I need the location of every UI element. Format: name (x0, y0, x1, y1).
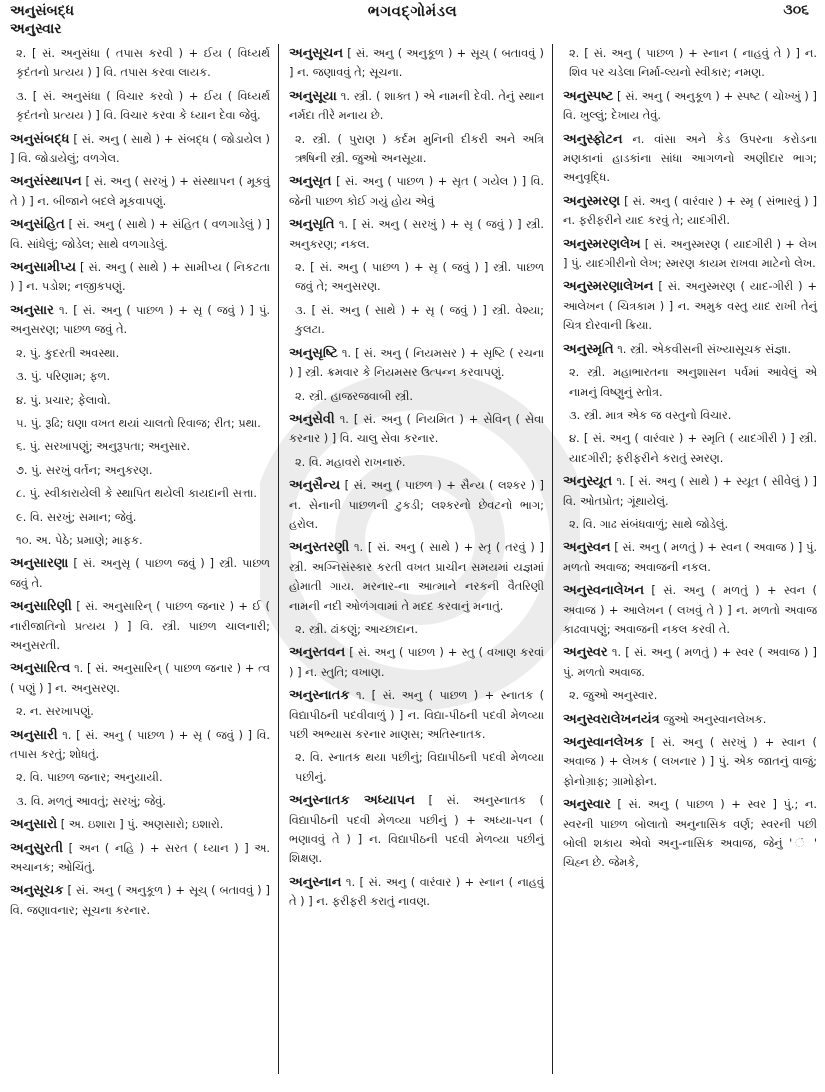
entry-headword: અનુસ્પષ્ટ (563, 88, 614, 104)
dictionary-entry (563, 192, 817, 231)
entry-headword: અનુસૈન્ય (289, 478, 341, 494)
entry-definition: ૧. [ સં. અનુ ( પાછળ ) + સ્નાતક ( વિદ્યાપીઠની પદવીવાળું ) ] ન. વિદ્યા-પીઠની પદવી મેળવ્યા પછી અભ્યાસ કરનાર માણસ; અતિસ્નાતક. (289, 688, 545, 741)
entry-definition: ૨. સ્ત્રી. મહાભારતના અનુશાસન પર્વમાં આવેલું એ નામનું વિષ્ણુનું સ્તોત્ર. (569, 365, 817, 399)
entry-sense (10, 461, 270, 480)
dictionary-columns (6, 44, 821, 1084)
entry-headword: અનુસંસ્થાપન (10, 174, 82, 190)
dictionary-entry (289, 172, 544, 211)
entry-definition: ન. વાંસા અને કેડ ઉપરના કરોડના મણકાનાં હાડકાંના સાંધા આગળનો અણીદાર ભાગ; અનુવૃદ્ધિ. (563, 131, 817, 185)
entry-definition: ૧. [ સં. અનુ ( મળતું ) + સ્વર ( અવાજ ) ] પું. મળતો અવાજ. (563, 645, 817, 679)
entry-headword: અનુસ્મરણાલેખન (563, 279, 654, 295)
entry-definition: [ અન ( નહિ ) + સરત ( ધ્યાન ) ] અ. અચાનક; ઓચિંતું. (10, 840, 271, 875)
entry-definition: ૩. સ્ત્રી. માત્ર એક જ વસ્તુનો વિચાર. (569, 407, 732, 422)
dictionary-entry (563, 472, 817, 511)
entry-definition: [ સં. અનુ ( અનુકૂળ ) + સ્પષ્ટ ( ચોખ્ખું ) ] વિ. ખુલ્લું; દેખાય તેવું. (563, 88, 817, 123)
entry-definition: [ સં. અનુ ( સાથે ) + સંબદ્ધ ( જોડાયેલ ) ] વિ. જોડાયેલું; વળગેલ. (10, 131, 270, 166)
guide-word-last: અનુસ્વાર (10, 21, 62, 37)
entry-definition: ૧. [ સં. અનુ ( નિયમિત ) + સેવિન્ ( સેવા કરનાર ) ] વિ. ચાલુ સેવા કરનાર. (289, 411, 545, 446)
entry-definition: ૪. [ સં. અનુ ( વારંવાર ) + સ્મૃતિ ( યાદગીરી ) ] સ્ત્રી. યાદગીરી; ફરીફરીને કરાતું સ્મરણ. (569, 431, 817, 465)
entry-headword: અનુસ્નાતક (289, 688, 350, 704)
entry-definition: ૧. [ સં. અનુ ( નિયમસર ) + સૃષ્ટિ ( રચના ) ] સ્ત્રી. ક્રમવાર કે નિયમસર ઉત્પન્ન કરવાપણું. (289, 345, 544, 380)
entry-headword: અનુસંબદ્ધ (10, 131, 70, 147)
entry-definition: [ સં. અનુ ( મળતું ) + સ્વન ( અવાજ ) ] પું. મળતો અવાજ; અવાજની નકલ. (563, 540, 817, 574)
entry-headword: અનુસારી (10, 727, 58, 743)
entry-sense (10, 414, 270, 433)
entry-sense (289, 130, 544, 169)
dictionary-entry (289, 476, 544, 534)
entry-headword: અનુસુરતી (10, 840, 63, 856)
dictionary-entry (563, 795, 817, 873)
entry-definition: ૪. પું. પ્રચાર; ફેલાવો. (16, 392, 111, 407)
dictionary-entry (10, 172, 270, 211)
entry-definition: [ સં. અનુ ( મળતું ) + સ્વન ( અવાજ ) + આલેખન ( લખવું તે ) ] ન. મળતો અવાજ કાઢવાપણું; અવાજની નકલ કરવી તે. (563, 583, 817, 636)
entry-definition: [ સં. અનુસૃ ( પાછળ જવું ) ] સ્ત્રી. પાછળ જવું તે. (10, 556, 271, 590)
entry-definition: [ સં. અનુ ( અનુકૂળ ) + સૂચ્ ( બતાવવું ) ] ન. જણાવવું તે; સૂચના. (289, 46, 545, 80)
entry-headword: અનુસારિણી (10, 599, 72, 615)
entry-sense (289, 301, 544, 340)
entry-definition: ૨. ન. સરખાપણું. (16, 704, 94, 719)
entry-definition: ૧. [ સં. અનુસારિન્ ( પાછળ જનાર ) + ત્વ ( પણું ) ] ન. અનુસરણ. (10, 661, 270, 695)
page-number: ૩૦૬ (783, 2, 809, 18)
entry-sense (563, 515, 817, 534)
entry-definition: ૩. [ સં. અનુસંધા ( વિચાર કરવો ) + ઈય ( વિધ્યર્થ કૃદંતનો પ્રત્યય ) ] વિ. વિચાર કરવા કે ધ્યાન દેવા જેવું. (16, 88, 270, 123)
entry-sense (10, 702, 270, 721)
dictionary-entry (10, 554, 270, 593)
entry-headword: અનુસારો (10, 817, 58, 833)
entry-definition: ૧. [ સં. અનુ ( પાછળ ) + સૃ ( જવું ) ] વિ. તપાસ કરતું; શોધતું. (10, 727, 271, 761)
entry-sense (289, 258, 544, 297)
dictionary-entry (10, 215, 270, 254)
dictionary-entry (289, 44, 544, 83)
guide-word-first: અનુસંબદ્ધ (10, 3, 75, 19)
entry-definition: ૫. પું. રૂઢિ; ઘણા વખત થયાં ચાલતો રિવાજ; રીત; પ્રથા. (16, 415, 261, 430)
entry-headword: અનુસ્નાતક અધ્યાપન (289, 793, 415, 809)
entry-headword: અનુસંહિત (10, 217, 65, 233)
entry-sense (563, 363, 817, 402)
entry-definition: ૨. જુઓ અનુસ્વાર. (569, 688, 658, 703)
dictionary-entry (563, 277, 817, 335)
entry-sense (10, 768, 270, 787)
page-header (0, 0, 825, 48)
entry-headword: અનુસ્વાર (563, 797, 611, 813)
dictionary-entry (10, 881, 270, 920)
entry-definition: જુઓ અનુસ્વાનલેખક. (663, 711, 767, 726)
entry-headword: અનુસ્મરણલેખ (563, 236, 641, 252)
entry-sense (289, 453, 544, 472)
entry-definition: [ સં. અનુ ( વારંવાર ) + સ્મૃ ( સંભારવું ) ] ન. ફરીફરીને યાદ કરવું તે; યાદગીરી. (563, 193, 818, 228)
dictionary-entry (10, 839, 270, 878)
entry-definition: ૩. [ સં. અનુ ( સાથે ) + સૃ ( જવું ) ] સ્ત્રી. વેશ્યા; કુલટા. (295, 302, 544, 337)
dictionary-entry (289, 791, 544, 869)
entry-definition: ૨. વિ. સ્નાતક થયા પછીનું; વિદ્યાપીઠની પદવી મેળવ્યા પછીનું. (295, 750, 544, 784)
entry-definition: ૩. વિ. મળતું આવતું; સરખું; જેવું. (16, 793, 166, 808)
entry-definition: [ સં. અનુ ( પાછળ ) + સૃત ( ગયેલ ) ] વિ. જેની પાછળ કોઈ ગયું હોય એવું (289, 174, 544, 208)
entry-definition: ૨. સ્ત્રી. ( પુરાણ ) કર્દમ મુનિની દીકરી અને અત્રિ ઋષિની સ્ત્રી. જુઓ અનસૂયા. (295, 131, 544, 166)
entry-definition: [ સં. અનુસારિન્ ( પાછળ જનાર ) + ઈ ( નારીજાતિનો પ્રત્યય ) ] વિ. સ્ત્રી. પાછળ ચાલનારી; અનુસરતી. (10, 599, 270, 652)
entry-definition: [ સં. અનુસ્નાતક ( વિદ્યાપીઠની પદવી મેળવ્યા પછીનું ) + અધ્યા-પન ( ભણાવવું તે ) ] ન. વિદ્યાપીઠની પદવી મેળવ્યા પછીનું શિક્ષણ. (289, 793, 544, 866)
entry-sense (563, 44, 817, 83)
dictionary-entry (563, 581, 817, 639)
entry-sense (10, 792, 270, 811)
entry-definition: ૨. સ્ત્રી. ઢાંકણું; આચ્છાદાન. (295, 621, 418, 636)
dictionary-entry (10, 130, 270, 169)
dictionary-entry (563, 710, 817, 729)
dictionary-entry (289, 643, 544, 682)
entry-sense (10, 87, 270, 126)
entry-definition: [ સં. અનુ ( સાથે ) + સંહિત ( વળગાડેલું ) ] વિ. સાંધેલું; જોડેલ; સાથે વળગાડેલું. (10, 217, 270, 251)
dictionary-entry (289, 215, 544, 254)
entry-headword: અનુસ્યૂત (563, 474, 613, 490)
dictionary-entry (10, 659, 270, 698)
entry-headword: અનુસાર (10, 302, 54, 318)
entry-headword: અનુસૂચન (289, 46, 344, 61)
entry-definition: ૨. [ સં. અનુ ( પાછળ ) + સૃ ( જવું ) ] સ્ત્રી. પાછળ જવું તે; અનુસરણ. (295, 260, 544, 294)
entry-definition: ૨. વિ. પાછળ જનાર; અનુયાયી. (16, 770, 163, 785)
entry-sense (10, 437, 270, 456)
dictionary-entry (289, 538, 544, 616)
entry-headword: અનુસ્ફોટન (563, 131, 623, 147)
dictionary-entry (563, 235, 817, 274)
entry-headword: અનુસ્તવન (289, 645, 346, 661)
entry-definition: [ સં. અનુ ( સરખું ) + સ્વાન ( અવાજ ) + લેખક ( લખનાર ) ] પું. એક જાતનું વાજું; ફોનોગ્રાફ; ગ્રામોફોન. (563, 735, 817, 788)
entry-headword: અનુસારણા (10, 556, 69, 572)
dictionary-entry (10, 597, 270, 655)
dictionary-entry (289, 873, 544, 912)
entry-definition: ૨. સ્ત્રી. હાજરજવાબી સ્ત્રી. (295, 388, 413, 403)
entry-headword: અનુસૃત (289, 174, 332, 190)
entry-sense (10, 508, 270, 527)
entry-headword: અનુસ્વન (563, 540, 611, 556)
entry-headword: અનુસ્તરણી (289, 540, 350, 556)
entry-definition: ૩. પું. પરિણામ; ફળ. (16, 369, 111, 384)
entry-definition: ૭. પું. સરખું વર્તન; અનુકરણ. (16, 462, 153, 477)
entry-sense (10, 484, 270, 503)
entry-headword: અનુસામીપ્ય (10, 260, 77, 276)
entry-headword: અનુસૃતિ (289, 217, 335, 233)
entry-definition: ૨. વિ. મહાવરો રાખનારું. (295, 454, 406, 469)
entry-headword: અનુસ્મરણ (563, 193, 621, 209)
dictionary-entry (563, 87, 817, 126)
entry-definition: ૯. વિ. સરખું; સમાન; જેવું. (16, 509, 137, 524)
entry-sense (10, 44, 270, 83)
dictionary-entry (563, 130, 817, 188)
entry-definition: ૧૦. અ. પેઠે; પ્રમાણે; માફક. (16, 532, 143, 547)
entry-definition: [ સં. અનુ ( પાછળ ) + સૈન્ય ( લશ્કર ) ] ન. સેનાની પાછળની ટુકડી; લશ્કરનો છેવટનો ભાગ; હરોલ. (289, 478, 544, 531)
entry-definition: [ સં. અનુ ( પાછળ ) + સ્તુ ( વખાણ કરવાં ) ] ન. સ્તુતિ; વખાણ. (289, 645, 545, 679)
entry-definition: [ સં. અનુ ( પાછળ ) + સ્વર ] પું.; ન. સ્વરની પાછળ બોલાતો અનુનાસિક વર્ણ; સ્વરની પછી બોલી શકાય એવો અનુ-નાસિક અવાજ, જેનું ' ં ' ચિહ્ન છે. જેમકે, (563, 797, 818, 870)
dictionary-entry (289, 410, 544, 449)
dictionary-entry (563, 643, 817, 682)
entry-definition: ૨. [ સં. અનુ ( પાછળ ) + સ્નાન ( નાહવું તે ) ] ન. શિવ પર ચડેલા નિર્મા-લ્યનો સ્વીકાર; નમણ. (569, 46, 817, 80)
entry-definition: [ સં. અનુસ્મરણ ( યાદ-ગીરી ) + આલેખન ( ચિત્રકામ ) ] ન. અમુક વસ્તુ યાદ રાખી તેનું ચિત્ર દોરવાની ક્રિયા. (563, 279, 817, 333)
entry-definition: ૧. [ સં. અનુ ( પાછળ ) + સૃ ( જવું ) ] પું. અનુસરણ; પાછળ જવું તે. (10, 302, 270, 337)
entry-headword: અનુસ્વરાલેખનયંત્ર (563, 711, 660, 727)
column-2 (278, 44, 552, 1074)
entry-definition: [ સં. અનુ ( સાથે ) + સામીપ્ય ( નિકટતા ) ] ન. પડોશ; નજીકપણું. (10, 260, 270, 294)
entry-definition: [ સં. અનુસ્મરણ ( યાદગીરી ) + લેખ ] પું. યાદગીરીનો લેખ; સ્મરણ કાયમ રાખવા માટેનો લેખ. (563, 236, 817, 271)
entry-sense (289, 748, 544, 787)
entry-definition: ૮. પું. સ્વીકારાયેલી કે સ્થાપિત થયેલી કાયદાની સત્તા. (16, 486, 258, 501)
entry-definition: ૧. [ સં. અનુ ( સરખું ) + સૃ ( જવું ) ] સ્ત્રી. અનુકરણ; નકલ. (289, 217, 544, 251)
dictionary-entry (10, 301, 270, 340)
dictionary-entry (10, 726, 270, 765)
entry-headword: અનુસૂચક (10, 883, 64, 899)
entry-sense (10, 531, 270, 550)
entry-headword: અનુસ્વનાલેખન (563, 583, 645, 599)
entry-sense (289, 620, 544, 639)
entry-sense (563, 686, 817, 705)
dictionary-entry (10, 258, 270, 297)
entry-definition: ૨. પું. કુદરતી અવસ્થા. (16, 345, 120, 360)
entry-headword: અનુસ્વાનલેખક (563, 735, 644, 750)
entry-definition: ૧. સ્ત્રી. એકવીસની સંખ્યાસૂચક સંજ્ઞા. (617, 341, 792, 356)
entry-definition: ૧. [ સં. અનુ ( સાથે ) + સ્યૂત ( સીવેલું ) ] વિ. ઓતપ્રોત; ગૂંથાયેલું. (563, 474, 817, 508)
entry-headword: અનુસૃષ્ટિ (289, 345, 338, 361)
dictionary-entry (563, 538, 817, 577)
entry-definition: ૨. વિ. ગાઢ સંબંધવાળું; સાથે જોડેલું. (569, 516, 729, 531)
entry-headword: અનુસ્વર (563, 645, 608, 661)
entry-sense (563, 429, 817, 468)
dictionary-entry (289, 686, 544, 744)
entry-headword: અનુસેવી (289, 411, 335, 427)
dictionary-entry (289, 344, 544, 383)
page-title: ભગવદ્ગોમંડલ (367, 2, 458, 20)
entry-definition: [ અ. ઇશારા ] પું. અણસારો; ઇશારો. (60, 817, 224, 832)
entry-definition: ૨. [ સં. અનુસંધા ( તપાસ કરવી ) + ઈય ( વિધ્યર્થ કૃદંતનો પ્રત્યય ) ] વિ. તપાસ કરવા લાયક. (16, 46, 270, 80)
entry-definition: [ સં. અનુ ( સરખું ) + સંસ્થાપન ( મૂકવું તે ) ] ન. બીજાને બદલે મૂકવાપણું. (10, 174, 271, 208)
entry-sense (563, 406, 817, 425)
entry-definition: ૧. [ સં. અનુ ( સાથે ) + સ્તૃ ( તરવું ) ] સ્ત્રી. અગ્નિસંસ્કાર કરતી વખત પ્રાચીન સમયમાં યજ્ઞમાં હોમાતી ગાય. મરનાર-ના આત્માને નરકની વૈતરિણી નામની નદી ઓળંગવામાં તે મદદ કરવાનું મનાતું. (289, 540, 544, 613)
entry-sense (10, 391, 270, 410)
dictionary-entry (563, 733, 817, 791)
entry-headword: અનુસ્મૃતિ (563, 341, 614, 357)
dictionary-entry (289, 87, 544, 126)
entry-definition: [ સં. અનુ ( અનુકૂળ ) + સૂચ્ ( બતાવવું ) ] વિ. જણાવનાર; સૂચના કરનાર. (10, 883, 271, 917)
dictionary-entry (10, 815, 270, 834)
dictionary-entry (563, 340, 817, 359)
entry-definition: ૧. [ સં. અનુ ( વારંવાર ) + સ્નાન ( નાહવું તે ) ] ન. ફરીફરી કરાતું નાવણ. (289, 874, 544, 909)
entry-definition: ૧. સ્ત્રી. ( શાક્ત ) એ નામની દેવી. તેનું સ્થાન નર્મદા તીરે મનાય છે. (289, 88, 544, 123)
column-3 (552, 44, 821, 1074)
column-1 (6, 44, 278, 1084)
entry-sense (10, 367, 270, 386)
entry-sense (289, 387, 544, 406)
entry-sense (10, 344, 270, 363)
entry-definition: ૬. પું. સરખાપણું; અનુરૂપતા; અનુસાર. (16, 439, 191, 454)
entry-headword: અનુસૂયા (289, 88, 337, 104)
entry-headword: અનુસારિત્વ (10, 661, 71, 677)
entry-headword: અનુસ્નાન (289, 874, 342, 890)
